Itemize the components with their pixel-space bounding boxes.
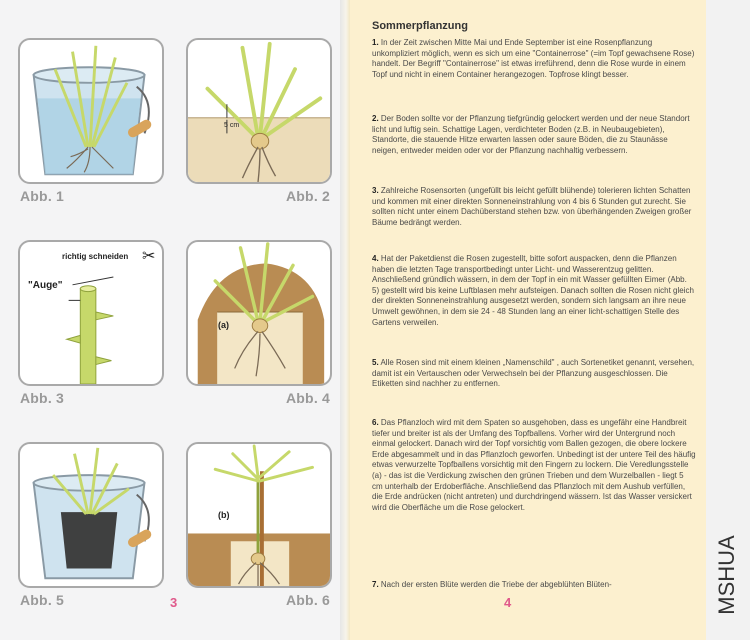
annotation-cut: richtig schneiden xyxy=(62,252,129,261)
figure-abb1 xyxy=(18,38,164,184)
watermark xyxy=(712,520,744,630)
figure-label-abb5: Abb. 5 xyxy=(20,592,64,608)
watermark-text: MSHUA xyxy=(713,535,739,615)
paragraph-5: 5. Alle Rosen sind mit einem kleinen „Namenschild" , auch Sortenetiket genannt, versehen, damit ist ein Vertauschen oder Verwechseln bei der Pflanzung ausgeschlossen. Die Etiketten sind nachher zu entfernen. xyxy=(372,358,695,389)
paragraph-2: 2. Der Boden sollte vor der Pflanzung tiefgründig gelockert werden und der neue Standort licht und luftig sein. Schattige Lagen, verdichteter Boden (z.B. in Neubaugebieten), Standorte, die stauende Hitze erwarten lassen oder saure Böden, die zu Staunässe neigen, entweder meiden oder vor der Pflanzung nachhaltig verbessern. xyxy=(372,114,690,155)
page-gutter xyxy=(340,0,350,640)
paragraph-4: 4. Hat der Paketdienst die Rosen zugestellt, bitte sofort auspacken, denn die Pflanzen haben die letzten Tage transportbedingt unter Licht- und Wasserentzug gelitten. Anschließend gründlich wässern, in dem der Topf in ein mit Wasser gefüllten Eimer (Abb. 5) gestellt wird bis keine Luftblasen mehr aufsteigen. Danach sollten die Rosen nicht gleich der direkten Sonneneinstrahlung ausgesetzt werden, sondern sich langsam an ihre neue Umwelt gewöhnen, in dem sie 24 - 48 Stunden lang an einer licht-schattigen Stelle des Gartens verweilen. xyxy=(372,254,694,327)
figure-label-abb1: Abb. 1 xyxy=(20,188,64,204)
paragraph-3: 3. Zahlreiche Rosensorten (ungefüllt bis leicht gefüllt blühende) tolerieren lichten Schatten und kommen mit einer direkten Sonneneinstrahlung von 4 bis 6 Stunden gut zurecht. Sie sollten nicht unter einem Dachüberstand stehen bzw. von überhängenden Zweigen großer Bäume bedrängt werden. xyxy=(372,186,692,227)
annotation-5cm: 5 cm xyxy=(224,122,240,129)
annotation-b: (b) xyxy=(218,510,230,520)
paragraph-6: 6. Das Pflanzloch wird mit dem Spaten so ausgehoben, dass es ungefähr eine Handbreit tiefer und breiter ist als der Umfang des Topfballens. Vorher wird der Untergrund noch einmal gelockert. Danach wird der Topf vorsichtig vom Ballen gezogen, die obere lockere Erde abgesammelt und in das Pflanzloch geworfen. Unbedingt ist der untere Teil des häufig etwas verwurzelte Topfballens vorsichtig mit den Fingern zu lockern. Die Veredlungsstelle (a) - das ist die Verdickung zwischen den grünen Trieben und dem Wurzelballen - liegt 5 cm unterhalb der Erdoberfläche. Anschließend das Pflanzloch mit dem Aushub verfüllen, die Erde andrücken (nicht antreten) und durchdringend wässern. Ist das Wasser versickert wird die Oberfläche um die Rose gelockert. xyxy=(372,418,696,512)
page-title: Sommerpflanzung xyxy=(372,20,468,32)
figure-abb4 xyxy=(186,240,332,386)
figure-abb3 xyxy=(18,240,164,386)
figure-abb6 xyxy=(186,442,332,588)
figure-label-abb4: Abb. 4 xyxy=(286,390,330,406)
figure-label-abb2: Abb. 2 xyxy=(286,188,330,204)
rose-plant-icon xyxy=(188,40,330,182)
figure-abb2 xyxy=(186,38,332,184)
figure-label-abb6: Abb. 6 xyxy=(286,592,330,608)
annotation-eye: "Auge" xyxy=(28,280,63,291)
page-number-right: 4 xyxy=(504,595,512,610)
figure-label-abb3: Abb. 3 xyxy=(20,390,64,406)
page-number-left: 3 xyxy=(170,595,178,610)
paragraph-7: 7. Nach der ersten Blüte werden die Triebe der abgeblühten Blüten- xyxy=(372,580,612,589)
figure-abb5 xyxy=(18,442,164,588)
paragraph-1: 1. In der Zeit zwischen Mitte Mai und Ende September ist eine Rosenpflanzung unkompliziert möglich, wenn es sich um eine "Containerrose" (=im Topf gewachsene Rose) handelt. Der Begriff "Containerrose" ist etwas irreführend, denn die Rose wurde in einem Topf und nicht in einem Container herangezogen. Topfrose klingt besser. xyxy=(372,38,695,79)
scissors-icon: ✂ xyxy=(142,248,156,265)
bucket-icon xyxy=(20,40,162,182)
annotation-a: (a) xyxy=(218,320,229,330)
